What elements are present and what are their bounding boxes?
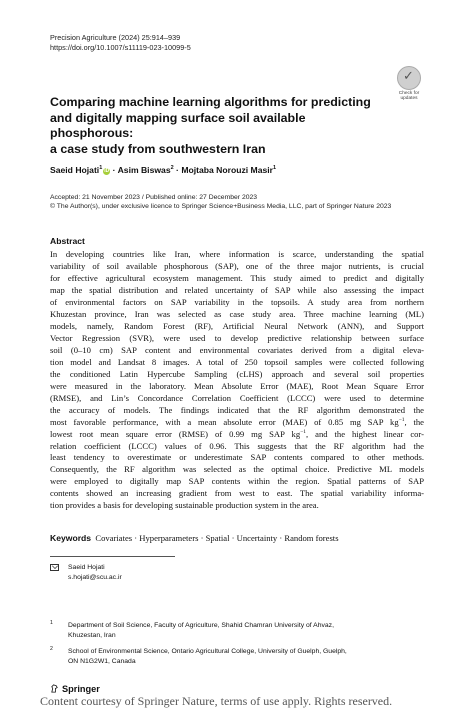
footnote-divider bbox=[50, 556, 175, 557]
envelope-icon bbox=[50, 564, 59, 571]
abstract-line: the conditioned Latin Hypercube Sampling (cLHS) approach and several soil properties bbox=[50, 368, 424, 379]
corresponding-author-name: Saeid Hojati bbox=[68, 564, 105, 571]
check-for-updates-badge[interactable] bbox=[393, 66, 425, 100]
doi-link[interactable]: https://doi.org/10.1007/s11119-023-10099-5 bbox=[50, 43, 191, 52]
abstract-line: map the spatial distribution and related uncertainty of SAP while also assessing the impact bbox=[50, 284, 424, 295]
abstract-line: tion model and Landsat 8 images. A total of 250 topsoil samples were collected following bbox=[50, 356, 424, 367]
corresponding-author-email[interactable]: s.hojati@scu.ac.ir bbox=[68, 573, 122, 581]
keywords-list: Covariates · Hyperparameters · Spatial · Uncertainty · Random forests bbox=[95, 533, 339, 543]
springer-horse-icon bbox=[50, 684, 59, 693]
affiliation-2 bbox=[50, 647, 388, 666]
publisher-name: Springer bbox=[62, 684, 100, 694]
title-line: Comparing machine learning algorithms for predicting bbox=[50, 95, 371, 109]
accepted-published-dates: Accepted: 21 November 2023 / Published online: 27 December 2023 bbox=[50, 194, 258, 201]
abstract-line: of environmental factors on SAP variability in the topsoils. A study area from northern bbox=[50, 296, 424, 307]
affiliation-number: 1 bbox=[50, 620, 53, 626]
affiliation-marker: 2 bbox=[170, 165, 174, 171]
abstract-line: the accuracy of models. The findings indicated that the RF algorithm demonstrated the bbox=[50, 404, 424, 415]
abstract-line: Khuzestan province, Iran was selected as case study area. Three machine learning (ML) bbox=[50, 308, 424, 319]
author-name[interactable]: Saeid Hojati bbox=[50, 164, 100, 175]
abstract-line: tion provides a basis for developing sustainable production system in the area. bbox=[50, 500, 319, 511]
abstract-line: contents showed an increasing gradient from west to east. The spatial variability informa- bbox=[50, 488, 424, 499]
abstract-line: soil (0–10 cm) SAP content and environmental covariates derived from a digital eleva- bbox=[50, 344, 424, 355]
journal-header bbox=[50, 33, 191, 53]
abstract-text bbox=[50, 249, 424, 512]
affiliation-marker: 1 bbox=[273, 165, 277, 171]
abstract-line bbox=[50, 429, 424, 441]
author-list bbox=[50, 163, 276, 176]
affiliation-number: 2 bbox=[50, 646, 53, 652]
abstract-line: least tendency to overestimate or underestimate SAP contents compared to other methods. bbox=[50, 452, 424, 463]
affiliation-line: Department of Soil Science, Faculty of Agriculture, Shahid Chamran University of Ahvaz, bbox=[68, 622, 334, 629]
abstract-line: variability of soil available phosphorous (SAP), one of the three major nutrients, is crucial bbox=[50, 260, 424, 271]
journal-citation: Precision Agriculture (2024) 25:914–939 bbox=[50, 33, 181, 42]
abstract-line: were measured in the laboratory. Mean Absolute Error (MAE), Root Mean Square Error bbox=[50, 380, 424, 391]
article-title bbox=[50, 95, 380, 157]
abstract-line: Consequently, the RF algorithm was selected as the optimal choice. Predictive ML models bbox=[50, 464, 424, 475]
publisher-logo bbox=[50, 684, 100, 694]
author-name[interactable]: Mojtaba Norouzi Masir bbox=[181, 164, 273, 175]
abstract-line-text: , the bbox=[404, 416, 424, 427]
copyright-notice: © The Author(s), under exclusive licence to Springer Science+Business Media, LLC, part of Springer Nature 2023 bbox=[50, 203, 392, 211]
abstract-line: (RMSE), and Lin’s Concordance Correlation Coefficient (LCCC) were used to determine bbox=[50, 392, 424, 403]
abstract-line bbox=[50, 417, 424, 429]
author-separator: · bbox=[173, 164, 182, 175]
abstract-line-text: most favorable performance, with a mean absolute error (MAE) of 0.85 mg SAP kg bbox=[50, 416, 399, 427]
abstract-line: Vector Regression (SVR), were used to develop predictive relationship between surface bbox=[50, 332, 424, 343]
affiliation-line: School of Environmental Science, Ontario Agricultural College, University of Guelph, Guelph, bbox=[68, 648, 347, 655]
abstract-line: for effective agricultural ecosystem management. This study aimed to predict and digitally bbox=[50, 272, 424, 283]
courtesy-notice: Content courtesy of Springer Nature, terms of use apply. Rights reserved. bbox=[40, 694, 393, 708]
unit-exponent: −1 bbox=[398, 416, 405, 423]
unit-exponent: −1 bbox=[300, 428, 306, 435]
keywords bbox=[50, 533, 339, 543]
crossmark-label-2: updates bbox=[400, 96, 418, 102]
crossmark-icon: ✓ bbox=[397, 66, 421, 90]
affiliation-1 bbox=[50, 621, 388, 640]
orcid-icon[interactable]: iD bbox=[104, 167, 110, 174]
abstract-heading: Abstract bbox=[50, 236, 85, 246]
abstract-line: relation coefficient (LCCC) values of 0.96. This suggests that the RF algorithm had the bbox=[50, 440, 424, 451]
title-line: and digitally mapping surface soil available phosphorous: bbox=[50, 110, 306, 140]
abstract-line: models, namely, Random Forest (RF), Artificial Neural Network (ANN), and Support bbox=[50, 320, 424, 331]
affiliation-marker: 1 bbox=[99, 165, 103, 171]
author-separator: · bbox=[110, 164, 118, 175]
abstract-line-text: , and the highest linear cor- bbox=[306, 428, 424, 439]
affiliation-line: ON N1G2W1, Canada bbox=[68, 657, 136, 665]
author-name[interactable]: Asim Biswas bbox=[117, 164, 171, 175]
affiliation-line: Khuzestan, Iran bbox=[68, 631, 116, 639]
publication-dates bbox=[50, 193, 391, 212]
crossmark-label-1: Check for bbox=[398, 91, 420, 96]
title-line: a case study from southwestern Iran bbox=[50, 141, 266, 156]
abstract-line: were employed to digitally map SAP contents within the region. Spatial patterns of SAP bbox=[50, 476, 424, 487]
keywords-label: Keywords bbox=[50, 533, 92, 543]
abstract-line-text: lowest root mean square error (RMSE) of 0.99 mg SAP kg bbox=[50, 428, 301, 439]
abstract-line: In developing countries like Iran, where information is scarce, understanding the spatial bbox=[50, 249, 424, 259]
correspondence bbox=[50, 563, 122, 582]
